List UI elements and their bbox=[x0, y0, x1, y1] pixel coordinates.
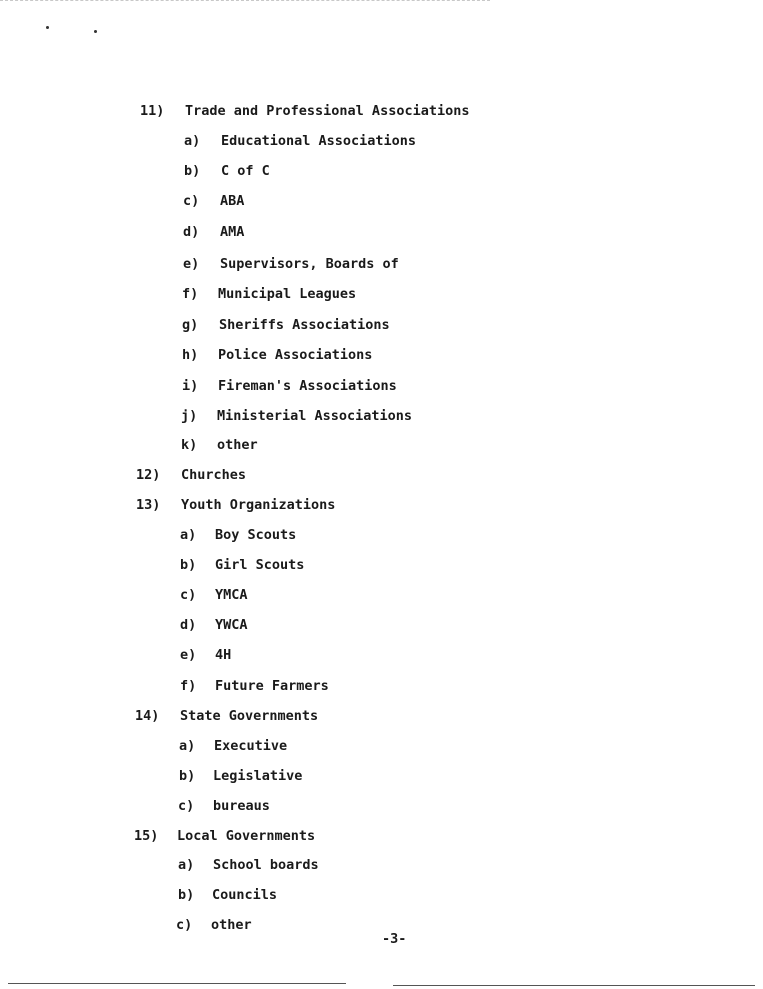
item-text: Churches bbox=[181, 467, 247, 483]
item-letter: b) bbox=[178, 887, 195, 903]
item-letter: c) bbox=[180, 587, 197, 603]
page-number: -3- bbox=[382, 931, 407, 947]
item-text: Municipal Leagues bbox=[218, 286, 357, 302]
item-number: 12) bbox=[136, 467, 161, 483]
item-letter: d) bbox=[183, 224, 200, 240]
item-text: Fireman's Associations bbox=[218, 378, 397, 394]
item-letter: a) bbox=[184, 133, 201, 149]
item-text: Boy Scouts bbox=[215, 527, 297, 543]
item-text: Youth Organizations bbox=[181, 497, 336, 513]
item-letter: a) bbox=[180, 527, 197, 543]
item-text: other bbox=[211, 917, 252, 933]
item-letter: c) bbox=[183, 193, 200, 209]
item-text: 4H bbox=[215, 647, 232, 663]
item-letter: a) bbox=[178, 857, 195, 873]
item-text: ABA bbox=[220, 193, 245, 209]
item-letter: a) bbox=[179, 738, 196, 754]
item-letter: e) bbox=[180, 647, 197, 663]
item-letter: j) bbox=[181, 408, 198, 424]
item-text: Legislative bbox=[213, 768, 303, 784]
item-letter: c) bbox=[176, 917, 193, 933]
item-letter: d) bbox=[180, 617, 197, 633]
item-text: YMCA bbox=[215, 587, 248, 603]
item-letter: b) bbox=[184, 163, 201, 179]
item-number: 13) bbox=[136, 497, 161, 513]
bottom-rule bbox=[8, 983, 346, 984]
item-number: 11) bbox=[140, 103, 165, 119]
item-text: Sheriffs Associations bbox=[219, 317, 390, 333]
item-text: Educational Associations bbox=[221, 133, 417, 149]
item-letter: f) bbox=[182, 286, 199, 302]
item-letter: e) bbox=[183, 256, 200, 272]
bottom-rule bbox=[393, 985, 755, 986]
item-letter: b) bbox=[179, 768, 196, 784]
item-letter: i) bbox=[182, 378, 199, 394]
item-text: School boards bbox=[213, 857, 319, 873]
item-text: Trade and Professional Associations bbox=[185, 103, 470, 119]
item-text: AMA bbox=[220, 224, 245, 240]
top-dashed-rule bbox=[0, 0, 490, 1]
item-letter: c) bbox=[178, 798, 195, 814]
item-text: Police Associations bbox=[218, 347, 373, 363]
scan-speck bbox=[46, 26, 49, 29]
item-text: Future Farmers bbox=[215, 678, 329, 694]
item-letter: h) bbox=[182, 347, 199, 363]
item-text: other bbox=[217, 437, 258, 453]
item-text: bureaus bbox=[213, 798, 270, 814]
item-text: State Governments bbox=[180, 708, 319, 724]
item-text: Executive bbox=[214, 738, 288, 754]
item-number: 14) bbox=[135, 708, 160, 724]
item-letter: b) bbox=[180, 557, 197, 573]
item-text: Local Governments bbox=[177, 828, 316, 844]
item-text: Girl Scouts bbox=[215, 557, 305, 573]
item-text: YWCA bbox=[215, 617, 248, 633]
item-letter: g) bbox=[182, 317, 199, 333]
item-text: Supervisors, Boards of bbox=[220, 256, 399, 272]
item-text: Ministerial Associations bbox=[217, 408, 413, 424]
item-text: Councils bbox=[212, 887, 278, 903]
item-letter: k) bbox=[181, 437, 198, 453]
item-number: 15) bbox=[134, 828, 159, 844]
scan-speck bbox=[94, 30, 97, 33]
item-text: C of C bbox=[221, 163, 270, 179]
item-letter: f) bbox=[180, 678, 197, 694]
